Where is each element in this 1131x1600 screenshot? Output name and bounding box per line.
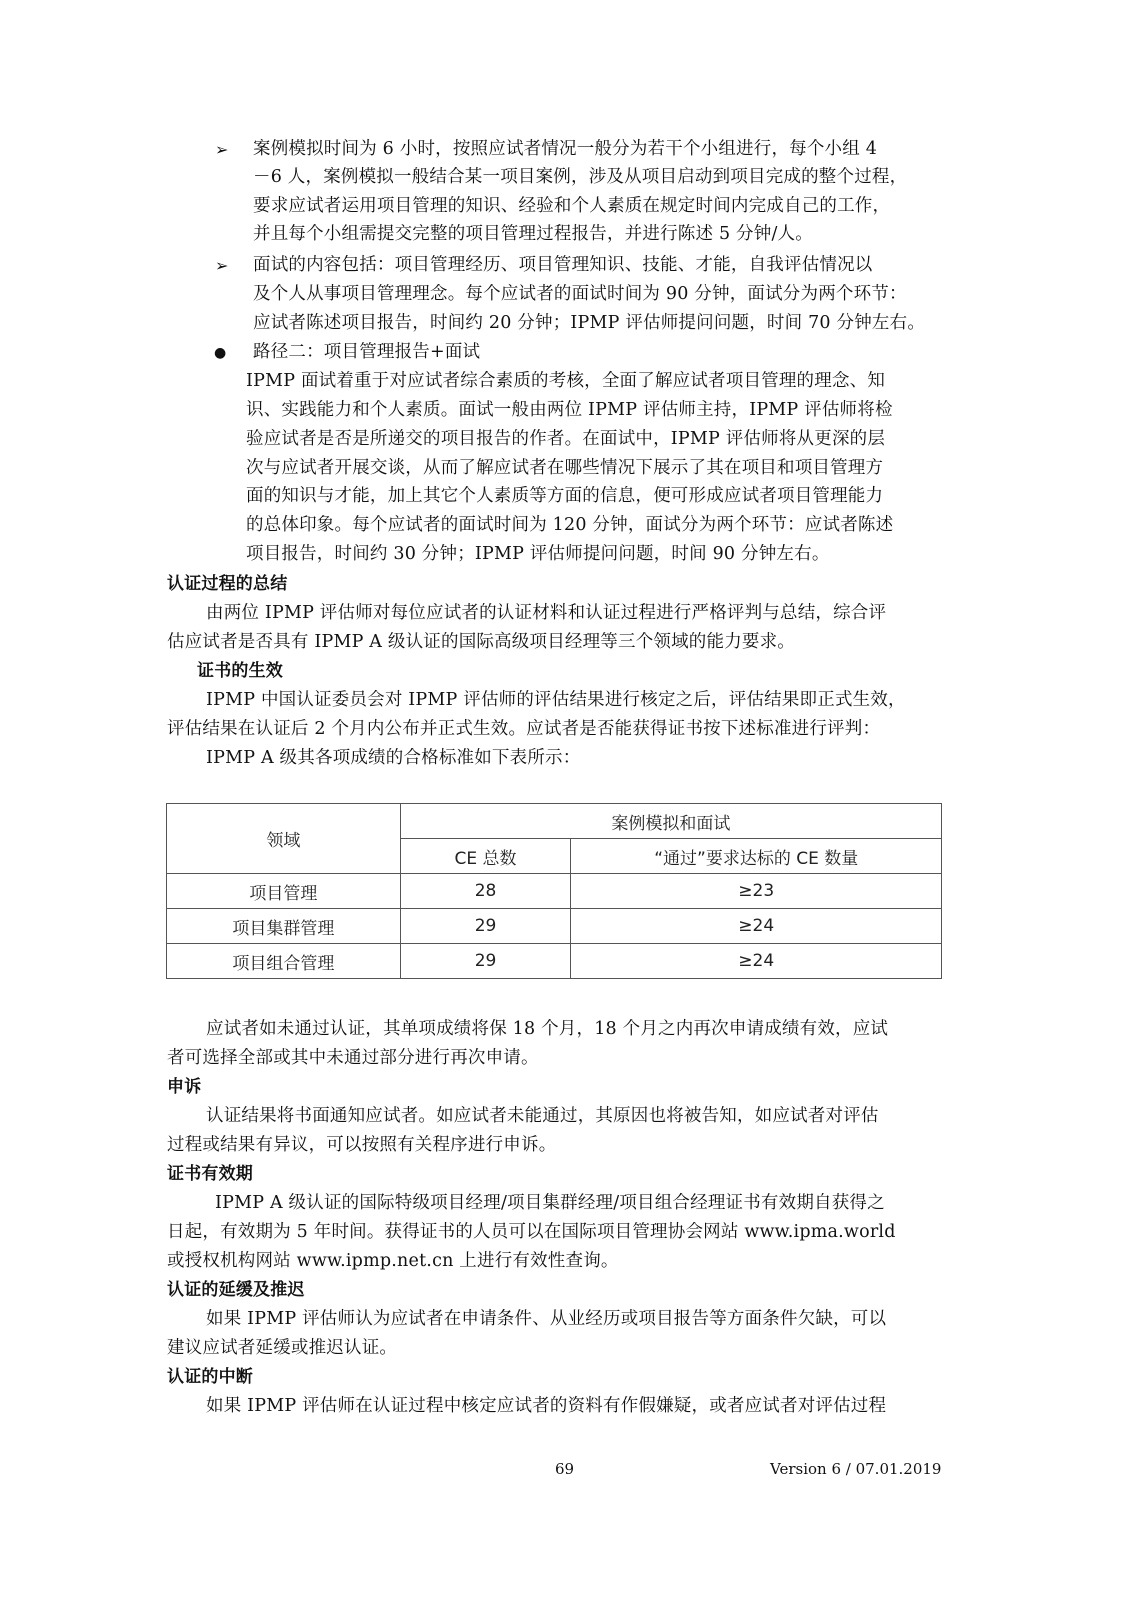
section-heading-effective: 证书的生效 bbox=[197, 661, 283, 681]
cell-total: 29 bbox=[400, 944, 571, 979]
text-line: 次与应试者开展交谈，从而了解应试者在哪些情况下展示了其在项目和项目管理方 bbox=[246, 458, 884, 478]
text-line: 应试者陈述项目报告，时间约 20 分钟；IPMP 评估师提问问题，时间 70 分钟左右。 bbox=[253, 313, 926, 333]
text-line: IPMP 中国认证委员会对 IPMP 评估师的评估结果进行核定之后，评估结果即正式生效， bbox=[206, 690, 906, 710]
text-line: 案例模拟时间为 6 小时，按照应试者情况一般分为若干个小组进行，每个小组 4 bbox=[253, 139, 878, 159]
text-line: 的总体印象。每个应试者的面试时间为 120 分钟，面试分为两个环节：应试者陈述 bbox=[246, 515, 894, 535]
text-line: 如果 IPMP 评估师认为应试者在申请条件、从业经历或项目报告等方面条件欠缺，可以 bbox=[206, 1309, 887, 1329]
header-ce-total: CE 总数 bbox=[400, 839, 571, 874]
text-line: 识、实践能力和个人素质。面试一般由两位 IPMP 评估师主持，IPMP 评估师将检 bbox=[246, 400, 893, 420]
text-line: 如果 IPMP 评估师在认证过程中核定应试者的资料有作假嫌疑，或者应试者对评估过程 bbox=[206, 1396, 887, 1416]
arrow-bullet-icon: ➢ bbox=[215, 140, 229, 159]
pass-criteria-table bbox=[166, 803, 942, 979]
text-line: 并且每个小组需提交完整的项目管理过程报告，并进行陈述 5 分钟/人。 bbox=[253, 224, 813, 244]
text-line: 过程或结果有异议，可以按照有关程序进行申诉。 bbox=[167, 1135, 557, 1155]
text-line: 认证结果将书面通知应试者。如应试者未能通过，其原因也将被告知，如应试者对评估 bbox=[206, 1106, 879, 1126]
text-line: 建议应试者延缓或推迟认证。 bbox=[167, 1338, 398, 1358]
cell-domain: 项目组合管理 bbox=[167, 944, 401, 979]
text-line: 要求应试者运用项目管理的知识、经验和个人素质在规定时间内完成自己的工作， bbox=[253, 196, 891, 216]
section-heading-interrupt: 认证的中断 bbox=[167, 1367, 253, 1387]
text-line: IPMP A 级认证的国际特级项目经理/项目集群经理/项目组合经理证书有效期自获得之 bbox=[215, 1193, 885, 1213]
page-number: 69 bbox=[555, 1460, 575, 1478]
text-line: IPMP A 级其各项成绩的合格标准如下表所示： bbox=[206, 748, 581, 768]
arrow-bullet-icon: ➢ bbox=[215, 256, 229, 275]
text-line: 及个人从事项目管理理念。每个应试者的面试时间为 90 分钟，面试分为两个环节： bbox=[253, 284, 907, 304]
cell-total: 28 bbox=[400, 874, 571, 909]
header-domain: 领域 bbox=[167, 804, 401, 874]
cell-pass: ≥24 bbox=[571, 944, 942, 979]
header-ce-pass: “通过”要求达标的 CE 数量 bbox=[571, 839, 942, 874]
text-line: 日起，有效期为 5 年时间。获得证书的人员可以在国际项目管理协会网站 www.ipma.world bbox=[167, 1222, 896, 1242]
text-line: 面试的内容包括：项目管理经历、项目管理知识、技能、才能，自我评估情况以 bbox=[253, 255, 873, 275]
text-line: 者可选择全部或其中未通过部分进行再次申请。 bbox=[167, 1048, 539, 1068]
version-label: Version 6 / 07.01.2019 bbox=[770, 1460, 942, 1478]
header-case-and-interview: 案例模拟和面试 bbox=[400, 804, 941, 839]
table-row bbox=[167, 874, 942, 909]
path2-title: 路径二：项目管理报告+面试 bbox=[253, 342, 481, 362]
table-row bbox=[167, 909, 942, 944]
text-line: 或授权机构网站 www.ipmp.net.cn 上进行有效性查询。 bbox=[167, 1251, 619, 1271]
section-heading-postpone: 认证的延缓及推迟 bbox=[167, 1280, 305, 1300]
table-header-row bbox=[167, 804, 942, 839]
cell-domain: 项目集群管理 bbox=[167, 909, 401, 944]
text-line: 由两位 IPMP 评估师对每位应试者的认证材料和认证过程进行严格评判与总结，综合评 bbox=[206, 603, 887, 623]
text-line: IPMP 面试着重于对应试者综合素质的考核，全面了解应试者项目管理的理念、知 bbox=[246, 371, 886, 391]
section-heading-appeal: 申诉 bbox=[167, 1077, 202, 1097]
text-line: 项目报告，时间约 30 分钟；IPMP 评估师提问问题，时间 90 分钟左右。 bbox=[246, 544, 830, 564]
cell-total: 29 bbox=[400, 909, 571, 944]
cell-domain: 项目管理 bbox=[167, 874, 401, 909]
section-heading-summary: 认证过程的总结 bbox=[167, 574, 288, 594]
section-heading-validity: 证书有效期 bbox=[167, 1164, 253, 1184]
table-row bbox=[167, 944, 942, 979]
text-line: 评估结果在认证后 2 个月内公布并正式生效。应试者是否能获得证书按下述标准进行评判： bbox=[167, 719, 881, 739]
cell-pass: ≥23 bbox=[571, 874, 942, 909]
text-line: 估应试者是否具有 IPMP A 级认证的国际高级项目经理等三个领域的能力要求。 bbox=[167, 632, 796, 652]
text-line: 验应试者是否是所递交的项目报告的作者。在面试中，IPMP 评估师将从更深的层 bbox=[246, 429, 886, 449]
text-line: －6 人，案例模拟一般结合某一项目案例，涉及从项目启动到项目完成的整个过程， bbox=[253, 167, 908, 187]
text-line: 面的知识与才能，加上其它个人素质等方面的信息，便可形成应试者项目管理能力 bbox=[246, 486, 884, 506]
cell-pass: ≥24 bbox=[571, 909, 942, 944]
text-line: 应试者如未通过认证，其单项成绩将保 18 个月，18 个月之内再次申请成绩有效，应试 bbox=[206, 1019, 889, 1039]
dot-bullet-icon: ● bbox=[214, 345, 227, 361]
